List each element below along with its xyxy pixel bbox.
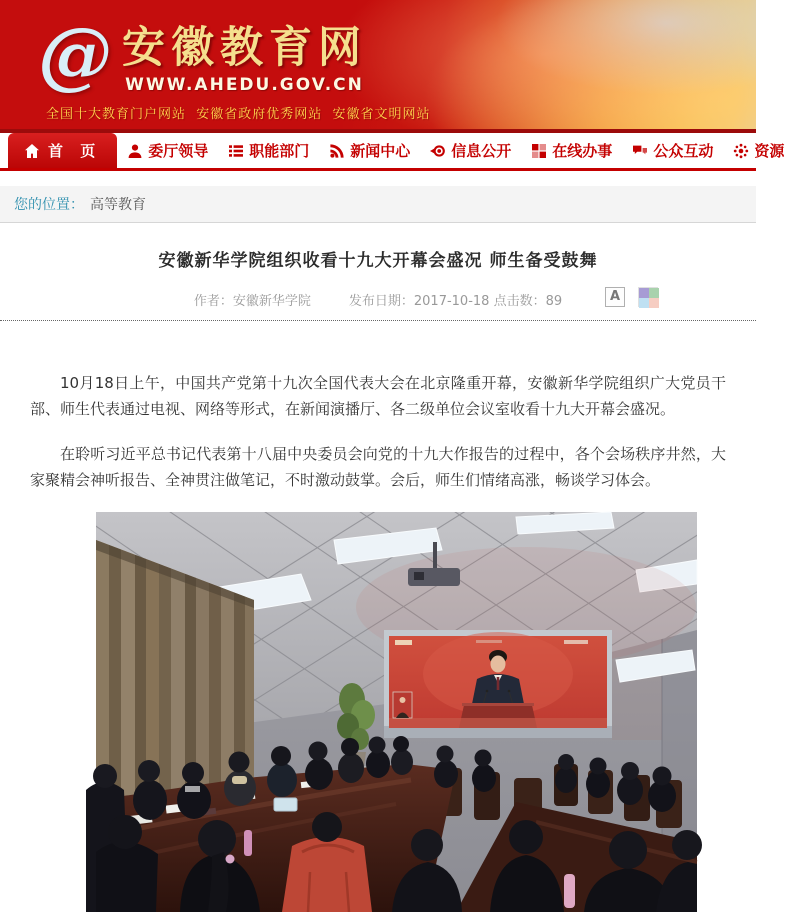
- nav-item-list[interactable]: [218, 133, 319, 168]
- logo-at-icon: @: [38, 12, 112, 98]
- nav-item-label: 在线办事: [552, 142, 613, 160]
- color-scheme-icon[interactable]: [638, 287, 658, 307]
- nav-item-eye[interactable]: [420, 133, 521, 168]
- sun-icon: [733, 143, 749, 159]
- nav-item-chat[interactable]: [622, 133, 723, 168]
- article-body: [0, 370, 756, 493]
- color-swatch: [639, 288, 649, 298]
- chat-icon: [632, 143, 648, 159]
- nav-item-label: 委厅领导: [148, 142, 209, 160]
- font-size-icon[interactable]: A: [605, 287, 625, 307]
- nav-item-person[interactable]: [117, 133, 218, 168]
- main-nav: [0, 133, 785, 171]
- nav-item-label: 新闻中心: [350, 142, 411, 160]
- list-icon: [228, 143, 244, 159]
- meta-hits: 89: [545, 294, 563, 309]
- meta-author: 安徽新华学院: [232, 294, 311, 309]
- article-meta: [0, 290, 756, 309]
- nav-item-grid[interactable]: [521, 133, 622, 168]
- nav-item-label: 资源: [754, 142, 785, 160]
- site-tagline: 全国十大教育门户网站 安徽省政府优秀网站 安徽省文明网站: [46, 107, 431, 122]
- site-logo[interactable]: [38, 12, 367, 98]
- nav-item-sun[interactable]: [723, 133, 794, 168]
- rss-icon: [329, 143, 345, 159]
- article-title: 安徽新华学院组织收看十九大开幕会盛况 师生备受鼓舞: [158, 251, 598, 271]
- person-icon: [127, 143, 143, 159]
- site-name: 安徽教育网: [122, 23, 367, 73]
- article-photo: [96, 512, 697, 912]
- nav-item-label: 信息公开: [451, 142, 512, 160]
- meta-hits-label: 点击数：: [493, 294, 546, 309]
- dotted-separator: [0, 320, 756, 321]
- breadcrumb-label: 您的位置：: [14, 197, 84, 213]
- color-swatch: [649, 298, 659, 308]
- article-paragraph: 10月18日上午，中国共产党第十九次全国代表大会在北京隆重开幕，安徽新华学院组织广大党员干部、师生代表通过电视、网络等形式，在新闻演播厅、各二级单位会议室收看十九大开幕会盛况。: [30, 374, 726, 418]
- nav-item-label: 职能部门: [249, 142, 310, 160]
- site-header: [0, 0, 756, 133]
- breadcrumb: [0, 186, 756, 223]
- grid-icon: [531, 143, 547, 159]
- color-swatch: [639, 298, 649, 308]
- nav-item-label: 首 页: [48, 142, 102, 160]
- site-url: WWW.AHEDU.GOV.CN: [125, 75, 364, 95]
- article-paragraph: 在聆听习近平总书记代表第十八届中央委员会向党的十九大作报告的过程中，各个会场秩序井然，大家聚精会神听报告、全神贯注做笔记，不时激动鼓掌。会后，师生们情绪高涨，畅谈学习体会。: [30, 445, 726, 489]
- nav-item-home[interactable]: [8, 133, 117, 168]
- color-swatch: [649, 288, 659, 298]
- projection-screen: [384, 630, 612, 738]
- sign-language-inset: [393, 692, 412, 718]
- nav-item-rss[interactable]: [319, 133, 420, 168]
- meta-date: 2017-10-18: [413, 294, 490, 309]
- meta-date-label: 发布日期：: [348, 294, 414, 309]
- home-icon: [24, 143, 40, 159]
- meta-author-label: 作者：: [193, 294, 233, 309]
- breadcrumb-current[interactable]: 高等教育: [90, 197, 146, 213]
- nav-item-label: 公众互动: [653, 142, 714, 160]
- eye-icon: [430, 143, 446, 159]
